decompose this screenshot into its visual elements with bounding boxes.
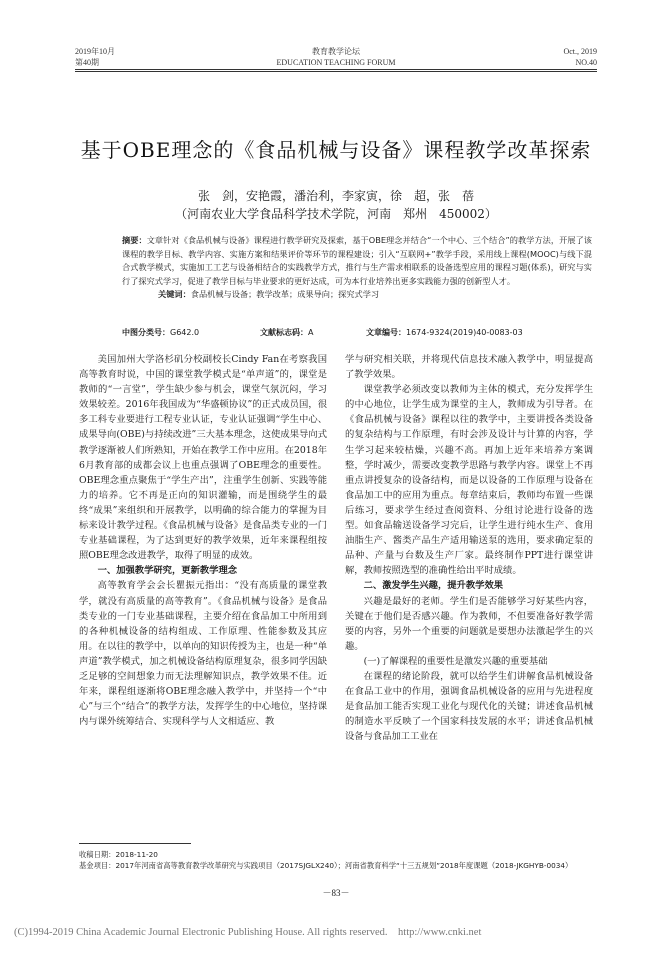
abstract-label: 摘要：: [122, 235, 147, 245]
body-paragraph: 课堂教学必须改变以教师为主体的模式，充分发挥学生的中心地位，让学生成为课堂的主人，教师成为引导者。在《食品机械与设备》课程以往的教学中，主要讲授各类设备的复杂结构与工作原理，有时会涉及设计与计算的内容，学生学习起来较枯燥，兴趣不高。再加上近年来培养方案调整，学时减少，需要改变教学思路与教学内容。课堂上不再重点讲授复杂的设备结构，而是以设备的工作原理与设备在食品加工中的应用为重点。每章结束后，教师均布置一些课后练习，要求学生经过查阅资料、分组讨论进行设备的选型。如食品输送设备学习完后，让学生进行纯水生产、食用油脂生产、酱类产品生产适用输送泵的选用，要求确定泵的品种、产量与台数及生产厂家。最终制作PPT进行课堂讲解，教师按照选型的准确性给出平时成绩。: [345, 384, 593, 577]
keywords-text: 食品机械与设备；教学改革；成果导向；探究式学习: [190, 289, 380, 300]
keywords-label: 关键词：: [158, 289, 191, 300]
doc-label: 文献标志码：: [260, 328, 308, 337]
author-list: 张 剑，安艳霞，潘治利，李家寅，徐 超，张 蓓: [197, 189, 474, 203]
body-paragraph: 在课程的绪论阶段，就可以给学生们讲解食品机械设备在食品工业中的作用，强调食品机械设备的应用与先进程度是食品加工能否实现工业化与现代化的关键；讲述食品机械的制造水平反映了一个国家科技发展的水平；讲述食品机械设备与食品加工工业在: [345, 670, 593, 743]
paper-title: 基于OBE理念的《食品机械与设备》课程教学改革探索: [80, 138, 592, 162]
abstract-text: 文章针对《食品机械与设备》课程进行教学研究及探索，基于OBE理念并结合“一个中心、三个结合”的教学方法，开展了该课程的教学目标、教学内容、实施方案和结果评价等环节的课程建设；引入“互联网+”教学手段，采用线上课程(MOOC)与线下混合式教学模式，实施加工工艺与设备相结合的实践教学方式，推行与生产需求相联系的设备选型应用的课程习题(体系)，研究与实行了探究式学习，促进了教学目标与毕业要求的更好达成，可为本行业培养出更多实践能力强的创新型人才。: [122, 235, 592, 286]
journal-name-en: EDUCATION TEACHING FORUM: [276, 58, 396, 67]
issue-date: 2019年10月: [75, 47, 115, 56]
keywords: [122, 288, 592, 302]
clc-code: [122, 327, 199, 338]
body-column-right: [345, 352, 593, 744]
clc-value: G642.0: [170, 328, 200, 337]
body-paragraph: 高等教育学会会长瞿振元指出：“没有高质量的课堂教学，就没有高质量的高等教育”。《食品机械与设备》是食品类专业的一门专业基础课程，主要介绍在食品加工中所用到的各种机械设备的结构组成、工作原理、性能参数及其应用。在以往的教学中，以单向的知识传授为主，也是一种“单声道”教学模式，加之机械设备结构原理复杂，很多同学因缺乏足够的空间想象力而无法理解知识点，教学效果不佳。近年来，课程组逐渐将OBE理念融入教学中，并坚持一个“中心”与三个“结合”的教学方法，发挥学生的中心地位，坚持课内与课外统筹结合、实现科学与人文相适应、教: [79, 580, 327, 728]
issue-number-en: NO.40: [575, 58, 597, 67]
abstract: [122, 234, 592, 288]
abstract-block: [122, 234, 592, 302]
section-heading: 二、激发学生兴趣，提升教学效果: [363, 580, 504, 592]
header-right: [563, 46, 597, 68]
header-rule: [75, 69, 597, 70]
article-value: 1674-9324(2019)40-0083-03: [406, 328, 523, 337]
header-center: [75, 46, 597, 68]
footnote-rule: [79, 843, 191, 844]
body-paragraph: 学与研究相关联，并将现代信息技术融入教学中，明显提高了教学效果。: [345, 354, 593, 381]
issue-number: 第40期: [75, 58, 99, 67]
section-heading: 一、加强教学研究，更新教学理念: [97, 565, 238, 577]
body-paragraph: 美国加州大学洛杉矶分校副校长Cindy Fan在考察我国高等教育时说，中国的课堂教学模式是“单声道”的，课堂是教师的“一言堂”，学生缺少参与机会，课堂气氛沉闷，学习效果较差。2016年我国成为“华盛顿协议”的正式成员国，很多工科专业要进行工程专业认证，专业认证强调“学生中心、成果导向(OBE)与持续改进”三大基本理念，这使成果导向式教学逐渐被人们所熟知，开始在教学工作中应用。在2018年6月教育部的成都会议上也重点强调了OBE理念的重要性。OBE理念重点聚焦于“学生产出”，注重学生创新、实践等能力的培养。它不再是正向的知识灌输，而是围绕学生的最终“成果”来组织和开展教学，以明确的综合能力的掌握为目标来设计教学过程。《食品机械与设备》是食品类专业的一门专业基础课程，为了达到更好的教学效果，近年来课程组按照OBE理念改进教学，取得了明显的成效。: [79, 354, 327, 562]
footnote-fund: 基金项目：2017年河南省高等教育教学改革研究与实践项目（2017SJGLX240）；河南省教育科学“十三五规划”2018年度课题（2018-JKGHYB-0034）: [79, 861, 573, 870]
header-rule-thin: [75, 71, 597, 72]
footnote-received: 收稿日期：2018-11-20: [79, 850, 158, 859]
journal-name-cn: 教育教学论坛: [312, 47, 360, 56]
page-number: －83－: [322, 888, 350, 898]
body-column-left: [79, 352, 327, 729]
copyright-line: (C)1994-2019 China Academic Journal Electronic Publishing House. All rights reserved. http://www.cnki.net: [14, 927, 482, 938]
doc-value: A: [308, 328, 314, 337]
article-number: [366, 327, 523, 338]
article-label: 文章编号：: [366, 328, 406, 337]
affiliation: （河南农业大学食品科学技术学院，河南 郑州 450002）: [175, 207, 497, 221]
running-header: [75, 46, 597, 72]
clc-label: 中图分类号：: [122, 328, 170, 337]
issue-date-en: Oct., 2019: [563, 47, 597, 56]
body-paragraph: 兴趣是最好的老师。学生们是否能够学习好某些内容，关键在于他们是否感兴趣。作为教师，不但要准备好教学需要的内容，另外一个重要的问题就是要想办法激起学生的兴趣。: [345, 595, 593, 652]
body-paragraph: (一)了解课程的重要性是激发兴趣的重要基础: [363, 655, 548, 667]
doc-code: [260, 327, 313, 338]
